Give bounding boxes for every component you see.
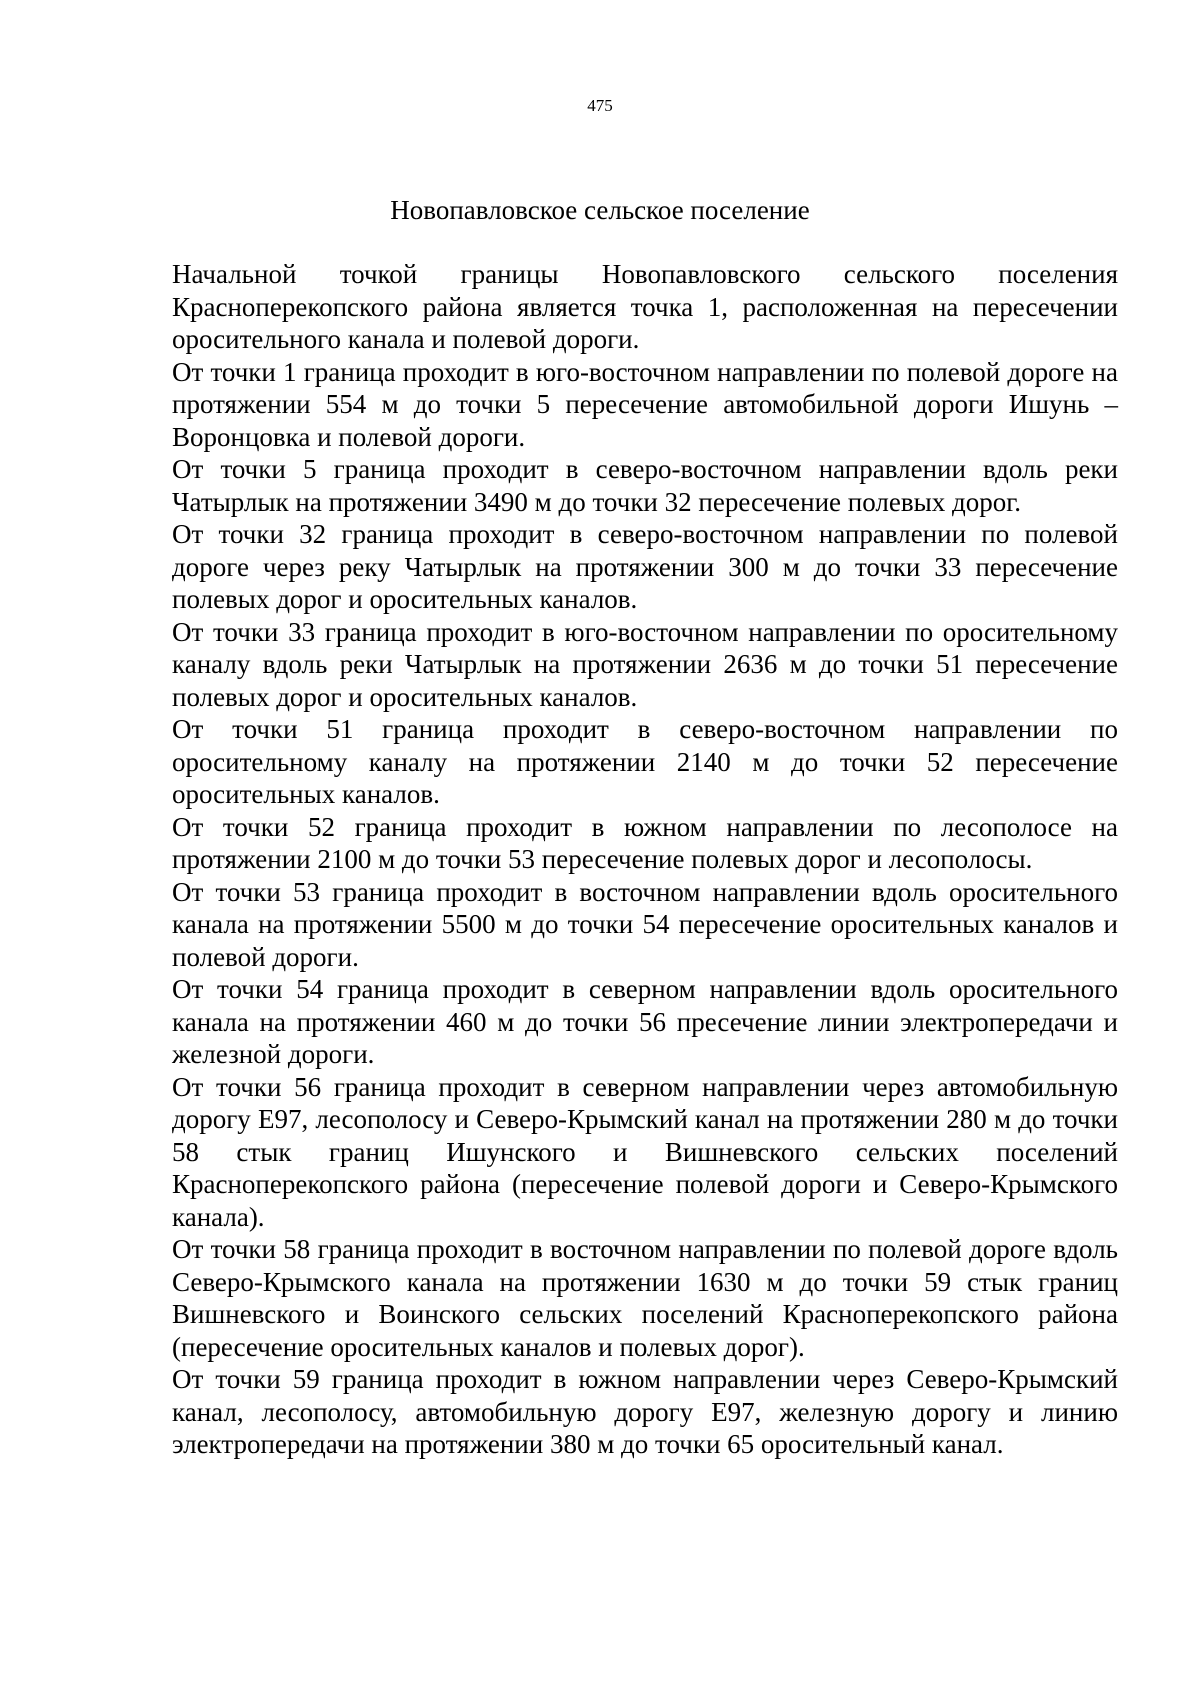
- paragraph-point-54: От точки 54 граница проходит в северном направлении вдоль оросительного канала на протяжении 460 м до точки 56 пресечение линии электропередачи и железной дороги.: [172, 974, 1118, 1069]
- paragraph-point-53: От точки 53 граница проходит в восточном направлении вдоль оросительного канала на протяжении 5500 м до точки 54 пересечение оросительных каналов и полевой дороги.: [172, 876, 1118, 972]
- page-number: 475: [587, 96, 613, 115]
- paragraph-point-1: От точки 1 граница проходит в юго-восточном направлении по полевой дороге на протяжении 554 м до точки 5 пересечение автомобильной дороги Ишунь – Воронцовка и полевой дороги.: [172, 356, 1118, 452]
- paragraph-point-32: От точки 32 граница проходит в северо-восточном направлении по полевой дороге через реку Чатырлык на протяжении 300 м до точки 33 пересечение полевых дорог и оросительных каналов.: [172, 519, 1118, 614]
- boundary-description: [172, 258, 1118, 1461]
- paragraph-point-5: От точки 5 граница проходит в северо-восточном направлении вдоль реки Чатырлык на протяжении 3490 м до точки 32 пересечение полевых дорог.: [172, 454, 1118, 517]
- paragraph-point-58: От точки 58 граница проходит в восточном направлении по полевой дороге вдоль Северо-Крымского канала на протяжении 1630 м до точки 59 стык границ Вишневского и Воинского сельских поселений Красноперекопского района (пересечение оросительных каналов и полевых дорог).: [172, 1234, 1118, 1362]
- paragraph-point-59: От точки 59 граница проходит в южном направлении через Северо-Крымский канал, лесополосу, автомобильную дорогу Е97, железную дорогу и линию электропередачи на протяжении 380 м до точки 65 оросительный канал.: [172, 1364, 1118, 1459]
- paragraph-point-33: От точки 33 граница проходит в юго-восточном направлении по оросительному каналу вдоль реки Чатырлык на протяжении 2636 м до точки 51 пересечение полевых дорог и оросительных каналов.: [172, 616, 1118, 712]
- section-title: Новопавловское сельское поселение: [390, 195, 810, 225]
- paragraph-point-52: От точки 52 граница проходит в южном направлении по лесополосе на протяжении 2100 м до точки 53 пересечение полевых дорог и лесополосы.: [172, 811, 1118, 874]
- paragraph-point-51: От точки 51 граница проходит в северо-восточном направлении по оросительному каналу на протяжении 2140 м до точки 52 пересечение оросительных каналов.: [172, 714, 1118, 809]
- paragraph-start-point: Начальной точкой границы Новопавловского сельского поселения Красноперекопского района является точка 1, расположенная на пересечении оросительного канала и полевой дороги.: [172, 259, 1118, 354]
- paragraph-point-56: От точки 56 граница проходит в северном направлении через автомобильную дорогу Е97, лесополосу и Северо-Крымский канал на протяжении 280 м до точки 58 стык границ Ишунского и Вишневского сельских поселений Красноперекопского района (пересечение полевой дороги и Северо-Крымского канала).: [172, 1071, 1118, 1232]
